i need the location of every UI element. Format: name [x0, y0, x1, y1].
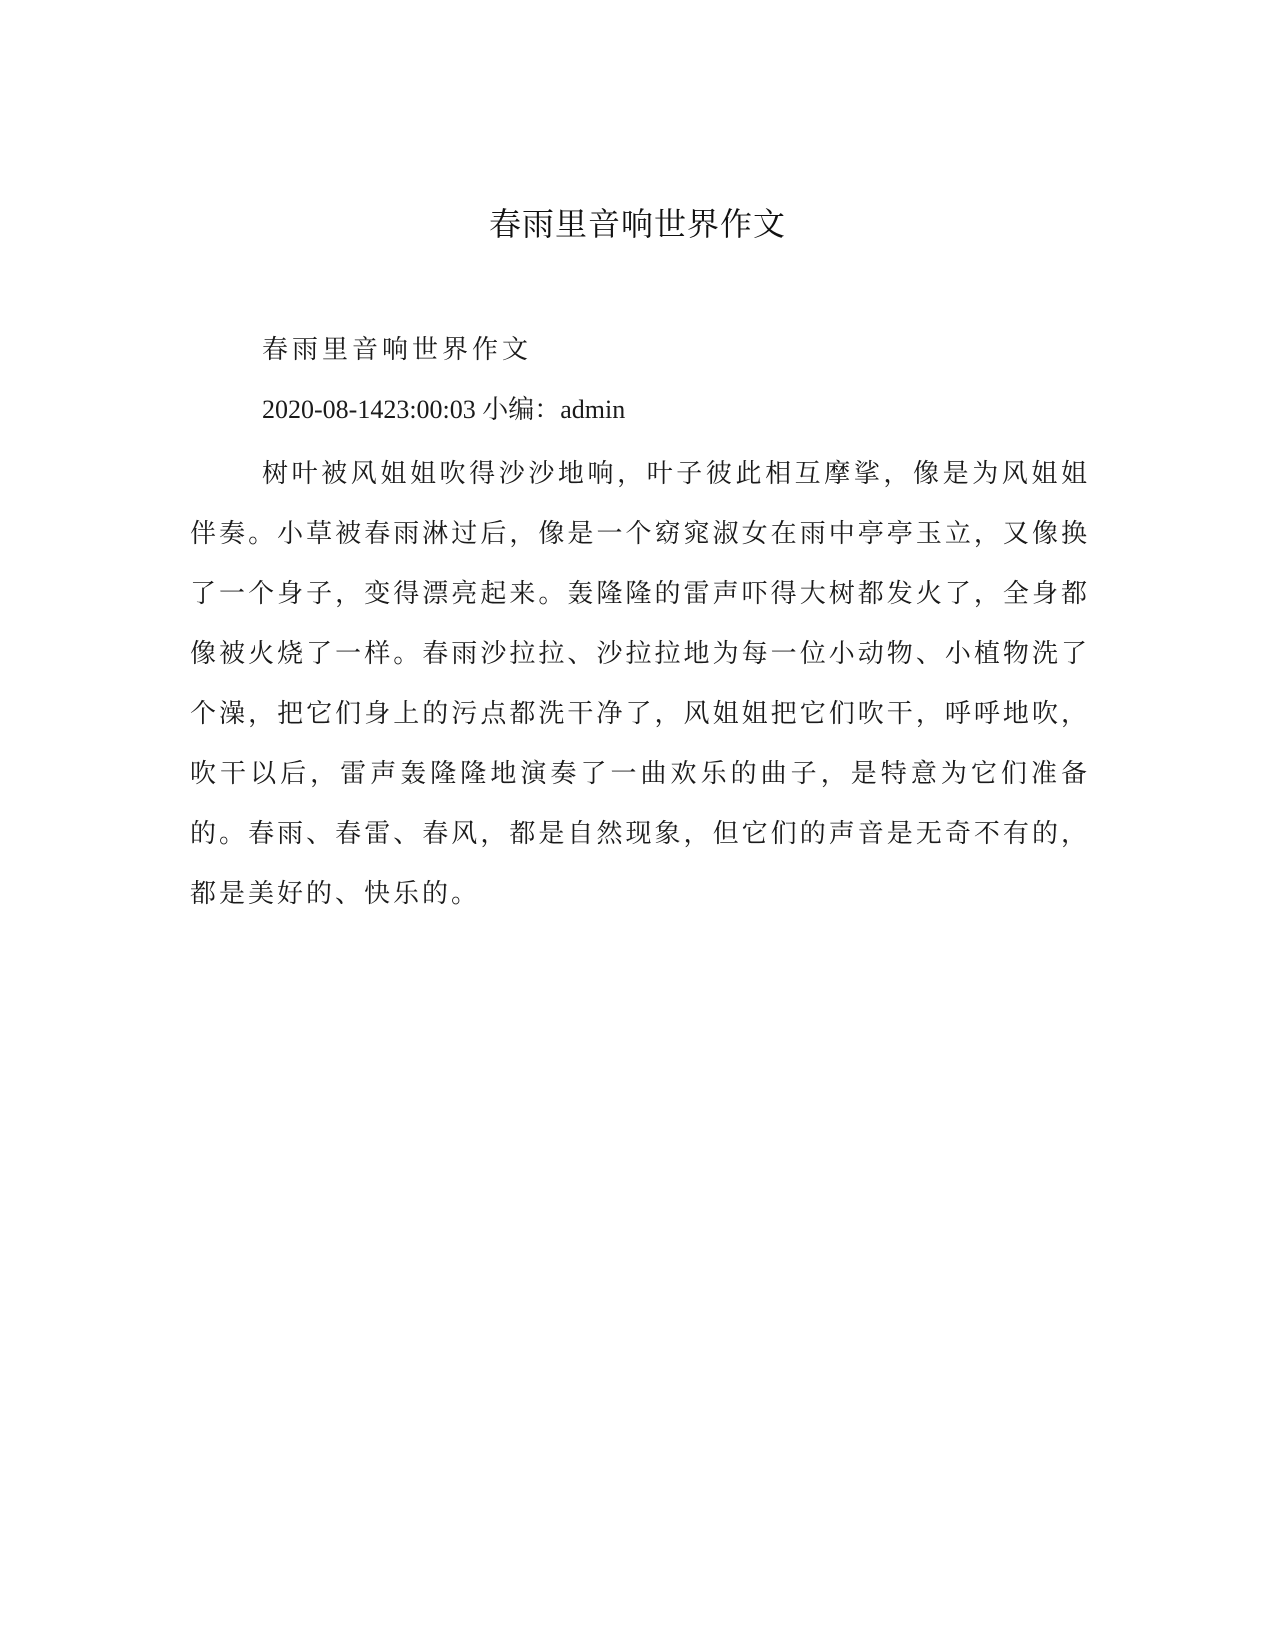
article-meta: 2020-08-1423:00:03 小编：admin [262, 395, 626, 424]
article-paragraph: 树叶被风姐姐吹得沙沙地响，叶子彼此相互摩挲，像是为风姐姐伴奏。小草被春雨淋过后，像是一个窈窕淑女在雨中亭亭玉立，又像换了一个身子，变得漂亮起来。轰隆隆的雷声吓得大树都发火了，全身都像被火烧了一样。春雨沙拉拉、沙拉拉地为每一位小动物、小植物洗了个澡，把它们身上的污点都洗干净了，风姐姐把它们吹干，呼呼地吹，吹干以后，雷声轰隆隆地演奏了一曲欢乐的曲子，是特意为它们准备的。春雨、春雷、春风，都是自然现象，但它们的声音是无奇不有的，都是美好的、快乐的。 [190, 459, 1090, 909]
article-subtitle: 春雨里音响世界作文 [262, 335, 533, 365]
document-body [190, 326, 1090, 924]
document-title: 春雨里音响世界作文 [488, 205, 786, 243]
